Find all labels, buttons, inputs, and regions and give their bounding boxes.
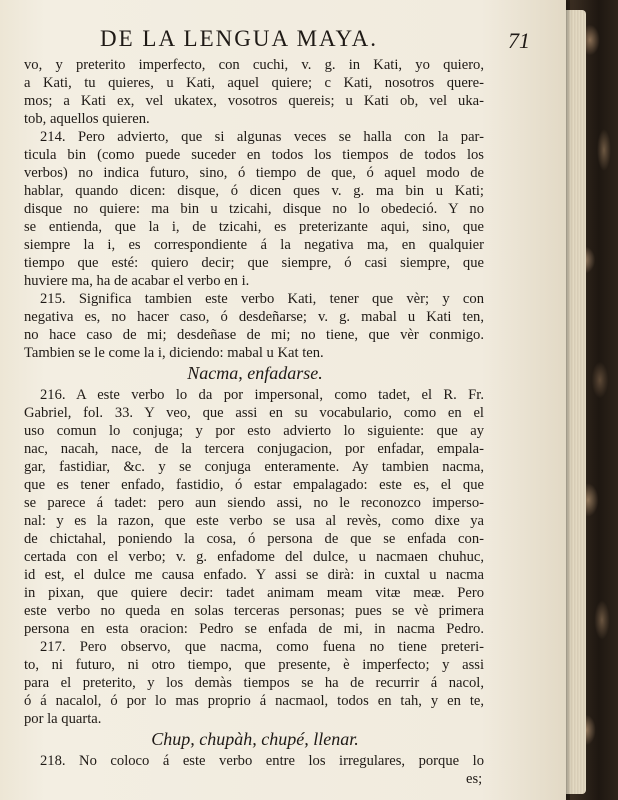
text-line: nac, nacah, nace, de la tercera conjugacion, por enfadar, empala- <box>24 441 484 457</box>
text-line: negativa es, no hacer caso, ó desdeñarse; v. g. mabal u Kati ten, <box>24 309 484 325</box>
text-line: para el preterito, y los demàs tiempos se ha de recurrir á nacol, <box>24 675 484 691</box>
text-line: tiempo que esté: quiero decir; que siempre, ó casi siempre, que <box>24 255 484 271</box>
text-line: nal: y es la razon, que este verbo se usa al revès, como dixe ya <box>24 513 484 529</box>
text-line: 214. Pero advierto, que si algunas veces se halla con la par- <box>40 129 484 145</box>
text-line: mos; a Kati ex, vel ukatex, vosotros quereis; u Kati ob, vel uka- <box>24 93 484 109</box>
text-line: hablar, quando dicen: disque, ó dicen ques v. g. ma bin u Kati; <box>24 183 484 199</box>
text-line: uso comun lo conjuga; y por esto advierto lo siguiente: que ay <box>24 423 484 439</box>
text-line: de chictahal, poniendo la cosa, ó persona de que se enfada con- <box>24 531 484 547</box>
text-line: este verbo no queda en solas terceras personas; pues se vè primera <box>24 603 484 619</box>
text-line: Gabriel, fol. 33. Y veo, que assi en su vocabulario, como en el <box>24 405 484 421</box>
text-line: tob, aquellos quieren. <box>24 111 150 127</box>
text-line: se entienda, que la i, de tzicahi, es preterizante aqui, sino, que <box>24 219 484 235</box>
text-line: huviere ma, ha de acabar el verbo en i. <box>24 273 250 289</box>
running-title: DE LA LENGUA MAYA. <box>100 26 378 51</box>
text-line: persona en esta oracion: Pedro se enfada de mi, in nacma Pedro. <box>24 621 484 637</box>
text-line: Tambien se le come la i, diciendo: mabal u Kat ten. <box>24 345 324 361</box>
page-number: 71 <box>508 28 530 53</box>
text-line: verbos) no indica futuro, sino, ó tiempo de que, ó aquel modo de <box>24 165 484 181</box>
text-line: certada con el verbo; v. g. enfadome del dulce, u nacmaen chuhuc, <box>24 549 484 565</box>
text-line: disque no quiere: ma bin u tzicahi, disque no lo obedeció. Y no <box>24 201 484 217</box>
section-heading-chup: Chup, chupàh, chupé, llenar. <box>151 729 359 749</box>
text-line: gar, fastidiar, &c. y se conjuga enteramente. Ay tambien nacma, <box>24 459 484 475</box>
text-line: ó á nacalol, ó por lo mas proprio á nacmaol, todos en tah, y en te, <box>24 693 484 709</box>
text-line: to, ni futuro, ni otro tiempo, que presente, è imperfecto; y assi <box>24 657 484 673</box>
text-line: se parece á tadet: pero aun siendo assi, no le reconozco imperso- <box>24 495 484 511</box>
text-line: 217. Pero observo, que nacma, como fuena no tiene preteri- <box>40 639 484 655</box>
text-line: siempre la i, es correspondiente á la negativa ma, en qualquier <box>24 237 484 253</box>
section-heading-nacma: Nacma, enfadarse. <box>187 363 323 383</box>
text-line: 218. No coloco á este verbo entre los irregulares, porque lo <box>40 753 484 769</box>
text-line: por la quarta. <box>24 711 102 727</box>
text-line: a Kati, tu quieres, u Kati, aquel quiere; c Kati, nosotros quere- <box>24 75 484 91</box>
text-line: que es tener enfado, fastidio, ó estar empalagado: este es, el que <box>24 477 484 493</box>
text-line: id est, el dulce me causa enfado. Y assi se dirà: in cuxtal u nacma <box>24 567 484 583</box>
text-line: ticula bin (como puede suceder en todos los tiempos de todos los <box>24 147 484 163</box>
text-line: 215. Significa tambien este verbo Kati, tener que vèr; y con <box>40 291 484 307</box>
text-line: in pixan, que quiere decir: tadet animam meam vitæ meæ. Pero <box>24 585 484 601</box>
catchword: es; <box>466 771 483 787</box>
text-line: no hace caso de mi; desdeñase de mi; no tiene, que vèr conmigo. <box>24 327 484 343</box>
text-line: 216. A este verbo lo da por impersonal, como tadet, el R. Fr. <box>40 387 484 403</box>
text-line: vo, y preterito imperfecto, con cuchi, v. g. in Kati, yo quiero, <box>24 57 484 73</box>
